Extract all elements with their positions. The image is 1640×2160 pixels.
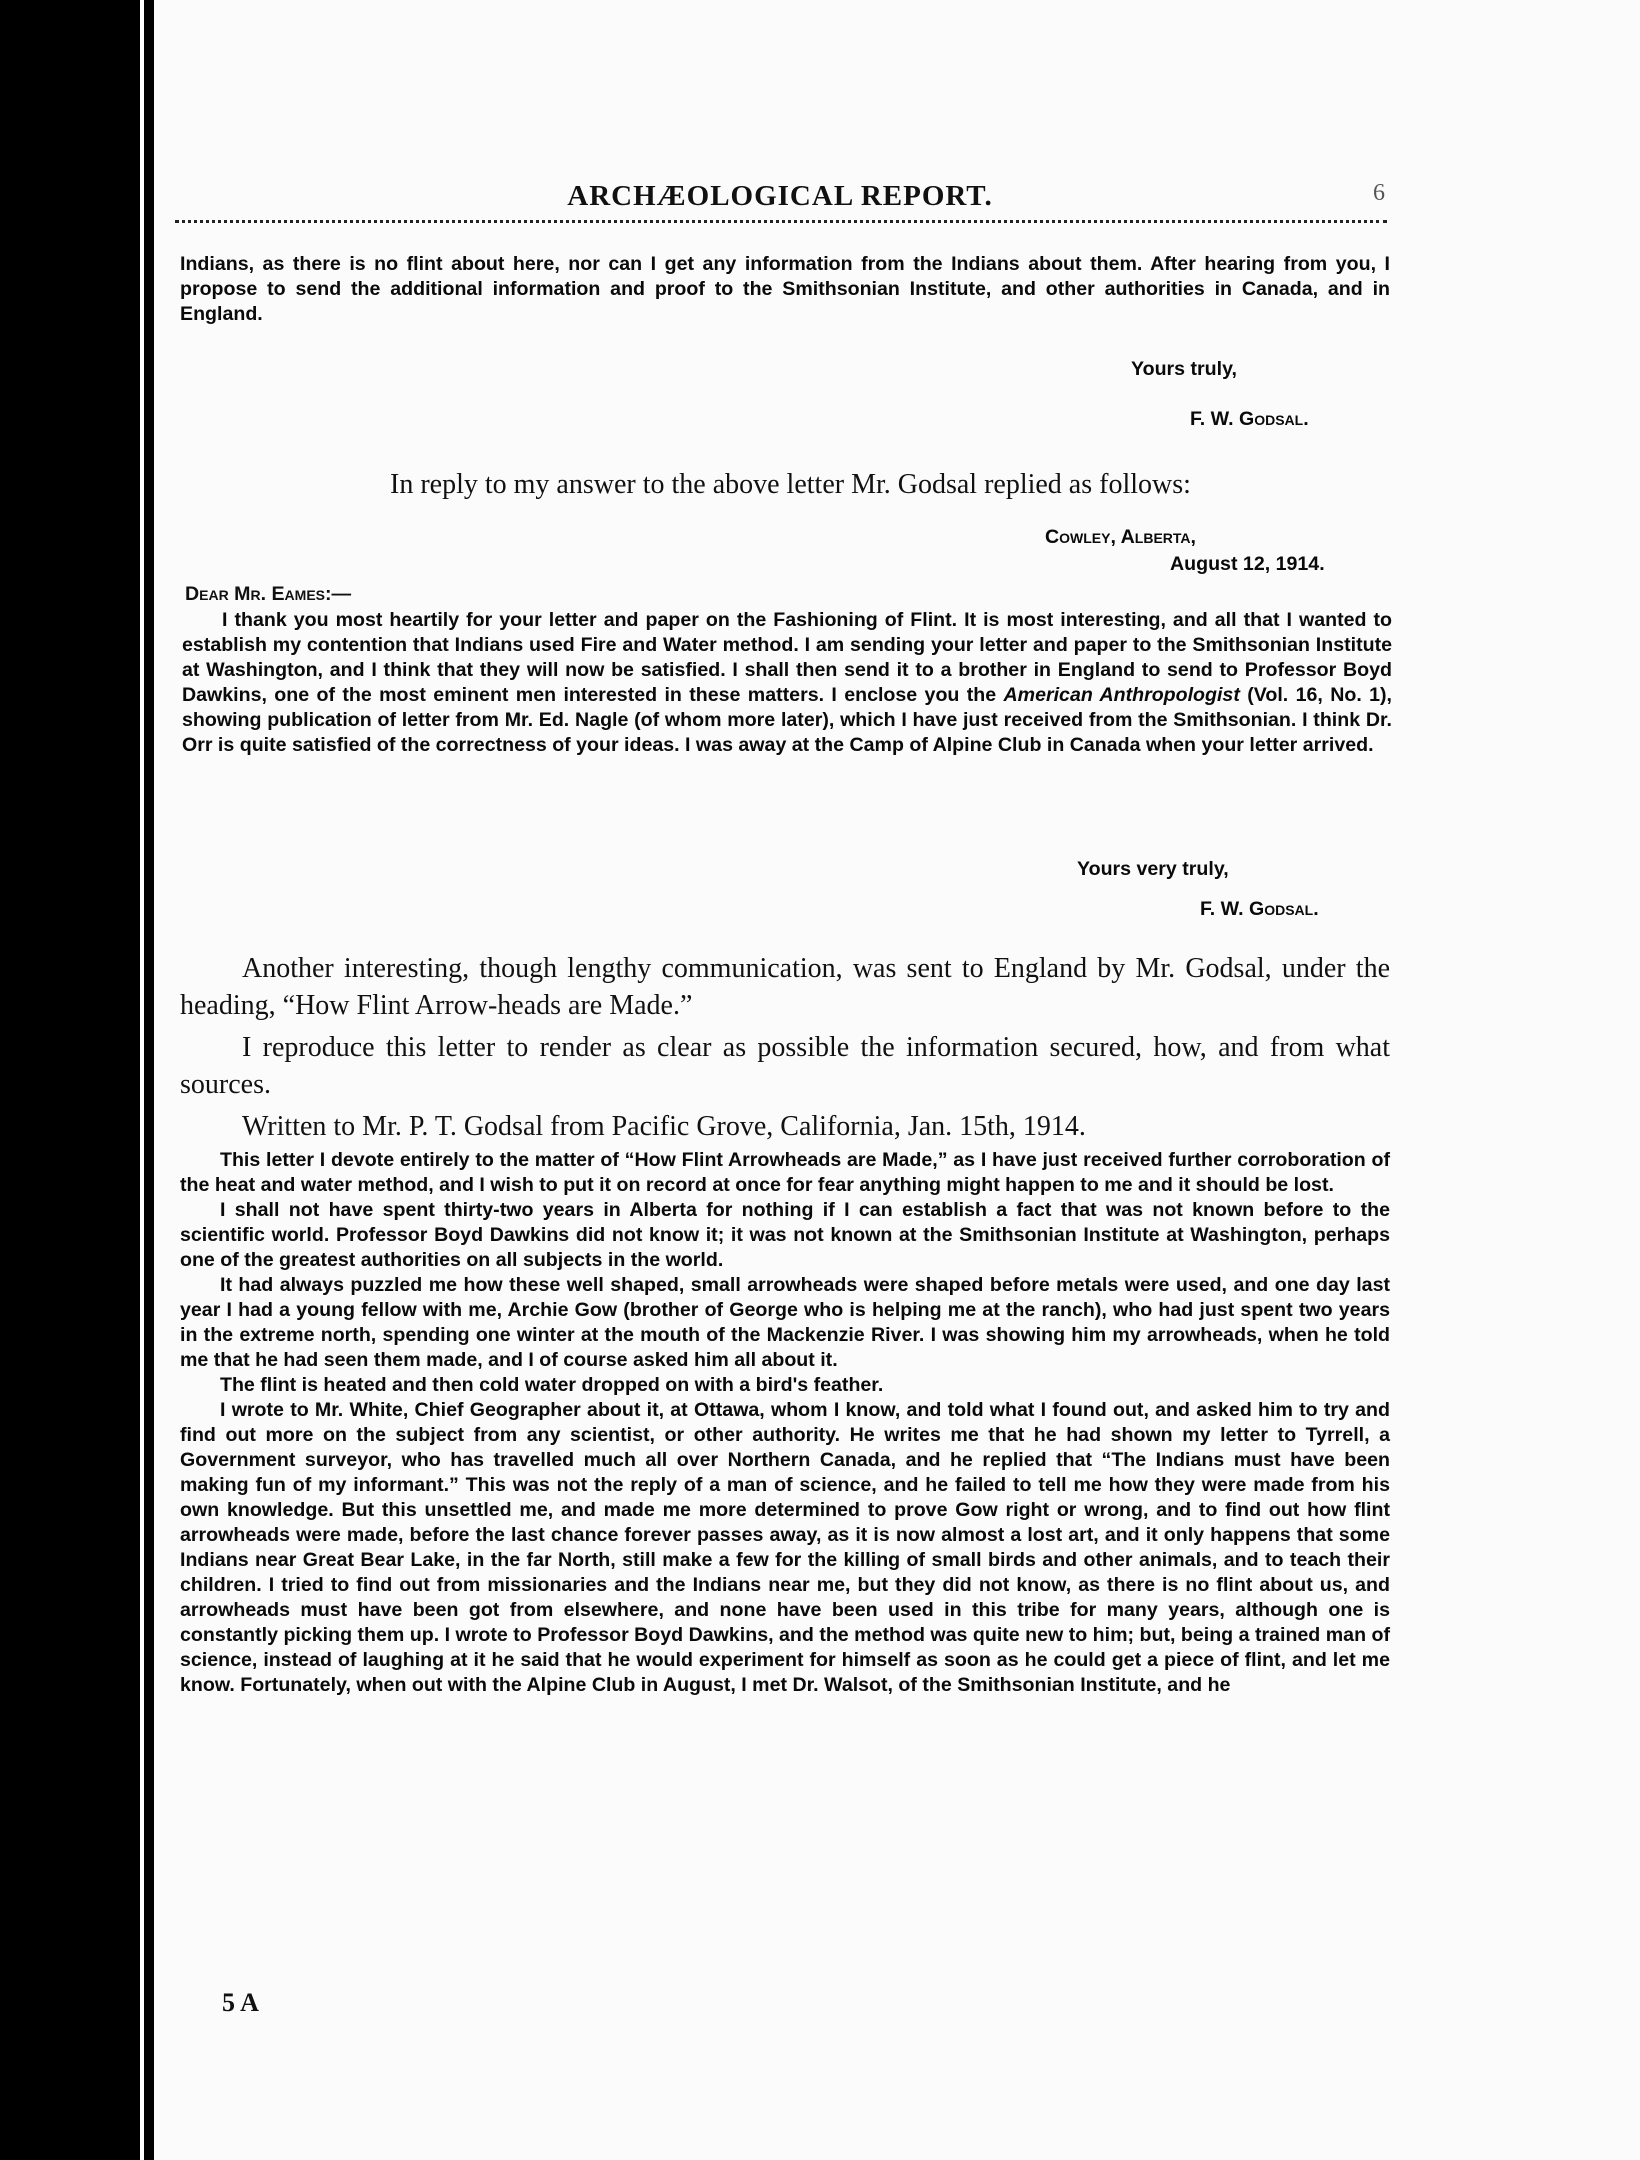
letter2-date: August 12, 1914. — [1170, 553, 1325, 575]
page-number: 6 — [1373, 180, 1385, 206]
body-paragraph: Written to Mr. P. T. Godsal from Pacific Grove, California, Jan. 15th, 1914. — [242, 1111, 1086, 1142]
signature-mark: 5 A — [222, 1988, 259, 2017]
header-rule — [175, 220, 1387, 223]
body-text — [180, 950, 1390, 1150]
letter1-closing: Yours truly, — [1131, 358, 1237, 380]
letter3-paragraph: This letter I devote entirely to the matter of “How Flint Arrowheads are Made,” as I have just received further corroboration of the heat and water method, and I wish to put it on record at once for fear anything might happen to me and it should be lost. — [180, 1149, 1390, 1196]
letter3-paragraph: The flint is heated and then cold water dropped on with a bird's feather. — [220, 1374, 884, 1396]
letter3-paragraph: I wrote to Mr. White, Chief Geographer about it, at Ottawa, whom I know, and told what I found out, and asked him to try and find out more on the subject from any scientist, or other authority. He writes me that he had shown my letter to Tyrrell, a Government surveyor, who has travelled much all over Northern Canada, and he replied that “The Indians must have been making fun of my informant.” This was not the reply of a man of science, and he failed to tell me how they were made from his own knowledge. But this unsettled me, and made me more determined to prove Gow right or wrong, and to find out how flint arrowheads were made, before the last chance forever passes away, as it is now almost a lost art, and it only happens that some Indians near Great Bear Lake, in the far North, still make a few for the killing of small birds and other animals, and to teach their children. I tried to find out from missionaries and the Indians near me, but they did not know, as there is no flint about us, and arrowheads must have been got from elsewhere, and none have been used in this tribe for many years, although one is constantly picking them up. I wrote to Professor Boyd Dawkins, and the method was quite new to him; but, being a trained man of science, instead of laughing at it he said that he would experiment for himself as soon as he could get a piece of flint, and let me know. Fortunately, when out with the Alpine Club in August, I met Dr. Walsot, of the Smithsonian Institute, and he — [180, 1399, 1390, 1696]
running-header — [175, 180, 1385, 220]
letter2-body: I thank you most heartily for your letter and paper on the Fashioning of Flint. It is most interesting, and all that I wanted to establish my contention that Indians used Fire and Water method. I am sending your letter and paper to the Smithsonian Institute at Washington, and I think that they will now be satisfied. I shall then send it to a brother in England to send to Professor Boyd Dawkins, one of the most eminent men interested in these matters. I enclose you the American Anthropologist (Vol. 16, No. 1), showing publication of letter from Mr. Ed. Nagle (of whom more later), which I have just received from the Smithsonian. I think Dr. Orr is quite satisfied of the correctness of your ideas. I was away at the Camp of Alpine Club in Canada when your letter arrived. — [182, 609, 1392, 756]
page-title: ARCHÆOLOGICAL REPORT. — [567, 180, 993, 212]
intro-paragraph: Indians, as there is no flint about here, nor can I get any information from the Indians about them. After hearing from you, I propose to send the additional information and proof to the Smithsonian Institute, and other authorities in Canada, and in England. — [180, 253, 1390, 325]
letter2-closing: Yours very truly, — [1077, 858, 1229, 880]
letter3-body — [180, 1148, 1390, 1698]
letter2-salutation: Dear Mr. Eames:— — [185, 583, 352, 605]
letter3-paragraph: It had always puzzled me how these well shaped, small arrowheads were shaped before metals were used, and one day last year I had a young fellow with me, Archie Gow (brother of George who is helping me at the ranch), who had just spent two years in the extreme north, spending one winter at the mouth of the Mackenzie River. I was showing him my arrowheads, when he told me that he had seen them made, and I of course asked him all about it. — [180, 1274, 1390, 1371]
letter2-place: Cowley, Alberta, — [1045, 526, 1196, 548]
body-paragraph: I reproduce this letter to render as clear as possible the information secured, how, and from what sources. — [180, 1032, 1390, 1100]
letter3-paragraph: I shall not have spent thirty-two years in Alberta for nothing if I can establish a fact that was not known before to the scientific world. Professor Boyd Dawkins did not know it; it was not known at the Smithsonian Institute at Washington, perhaps one of the greatest authorities on all subjects in the world. — [180, 1199, 1390, 1271]
scan-gutter — [144, 0, 154, 2160]
journal-title: American Anthropologist — [1003, 684, 1240, 706]
letter2-signature: F. W. Godsal. — [1200, 898, 1319, 920]
letter1-signature: F. W. Godsal. — [1190, 408, 1309, 430]
scan-left-border — [0, 0, 140, 2160]
body-paragraph: Another interesting, though lengthy communication, was sent to England by Mr. Godsal, under the heading, “How Flint Arrow-heads are Made.” — [180, 953, 1390, 1021]
reply-line: In reply to my answer to the above letter Mr. Godsal replied as follows: — [390, 469, 1191, 500]
